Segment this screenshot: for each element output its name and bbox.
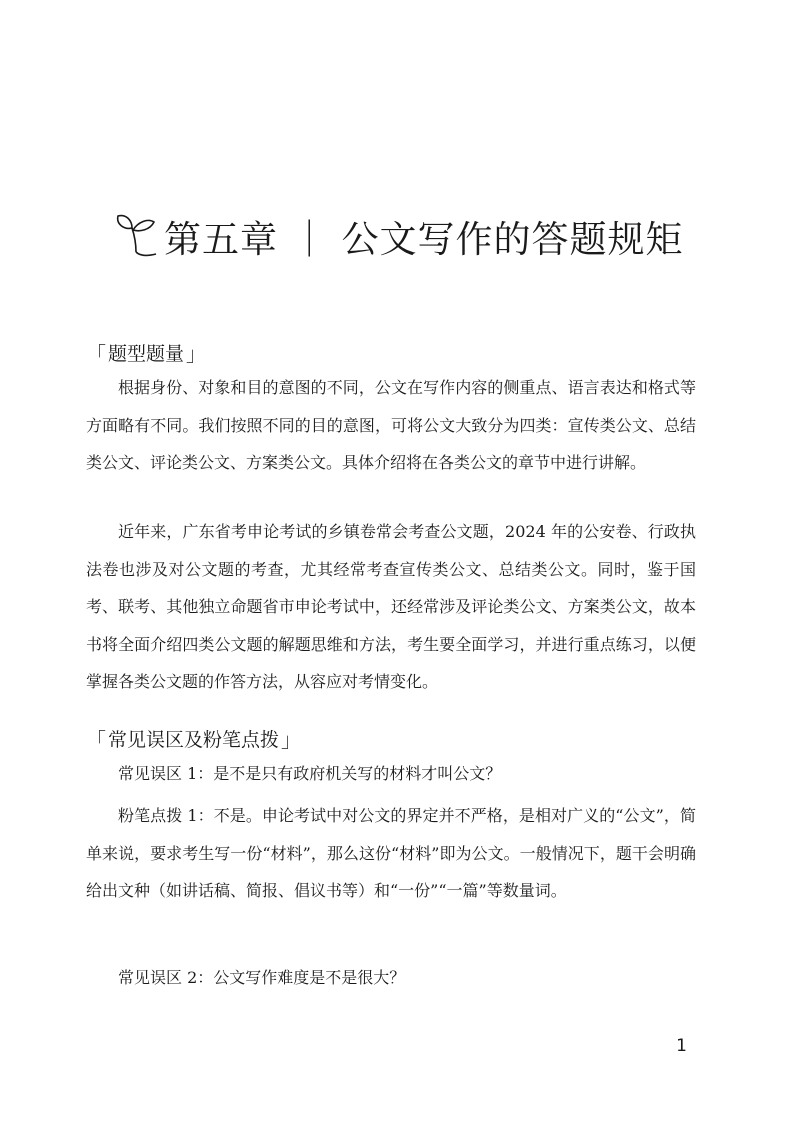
section-heading-common-misconceptions: 「 常见误区及粉笔点拨 」 xyxy=(86,724,301,753)
paragraph: 根据身份、对象和目的意图的不同，公文在写作内容的侧重点、语言表达和格式等方面略有不同。我们按照不同的目的意图，可将公文大致分为四类：宣传类公文、总结类公文、评论类公文、方案类公文。具体介绍将在各类公文的章节中进行讲解。 xyxy=(86,378,696,472)
misconception-2: 常见误区 2：公文写作难度是不是很大？ xyxy=(118,968,406,987)
page-number: 1 xyxy=(676,1036,687,1056)
sprout-icon xyxy=(112,208,160,264)
section-heading-text: 常见误区及粉笔点拨 xyxy=(108,729,280,751)
paragraph: 近年来，广东省考申论考试的乡镇卷常会考查公文题，2024 年的公安卷、行政执法卷也涉及对公文题的考查，尤其经常考查宣传类公文、总结类公文。同时，鉴于国考、联考、其他独立命题省市申论考试中，还经常涉及评论类公文、方案类公文，故本书将全面介绍四类公文题的解题思维和方法，考生要全面学习，并进行重点练习，以便掌握各类公文题的作答方法，从容应对考情变化。 xyxy=(86,522,696,691)
chapter-title xyxy=(112,196,684,276)
chapter-title-text: 第五章 ｜ 公文写作的答题规矩 xyxy=(164,218,684,261)
tip-1: 粉笔点拨 1：不是。申论考试中对公文的界定并不严格，是相对广义的“公文”，简单来说，要求考生写一份“材料”，那么这份“材料”即为公文。一般情况下，题干会明确给出文种（如讲话稿、简报、倡议书等）和“一份”“一篇”等数量词。 xyxy=(86,806,696,900)
section-heading-text: 题型题量 xyxy=(108,343,185,365)
section-heading-question-types: 「 题型题量 」 xyxy=(86,338,206,367)
misconception-1: 常见误区 1：是不是只有政府机关写的材料才叫公文？ xyxy=(118,764,502,783)
